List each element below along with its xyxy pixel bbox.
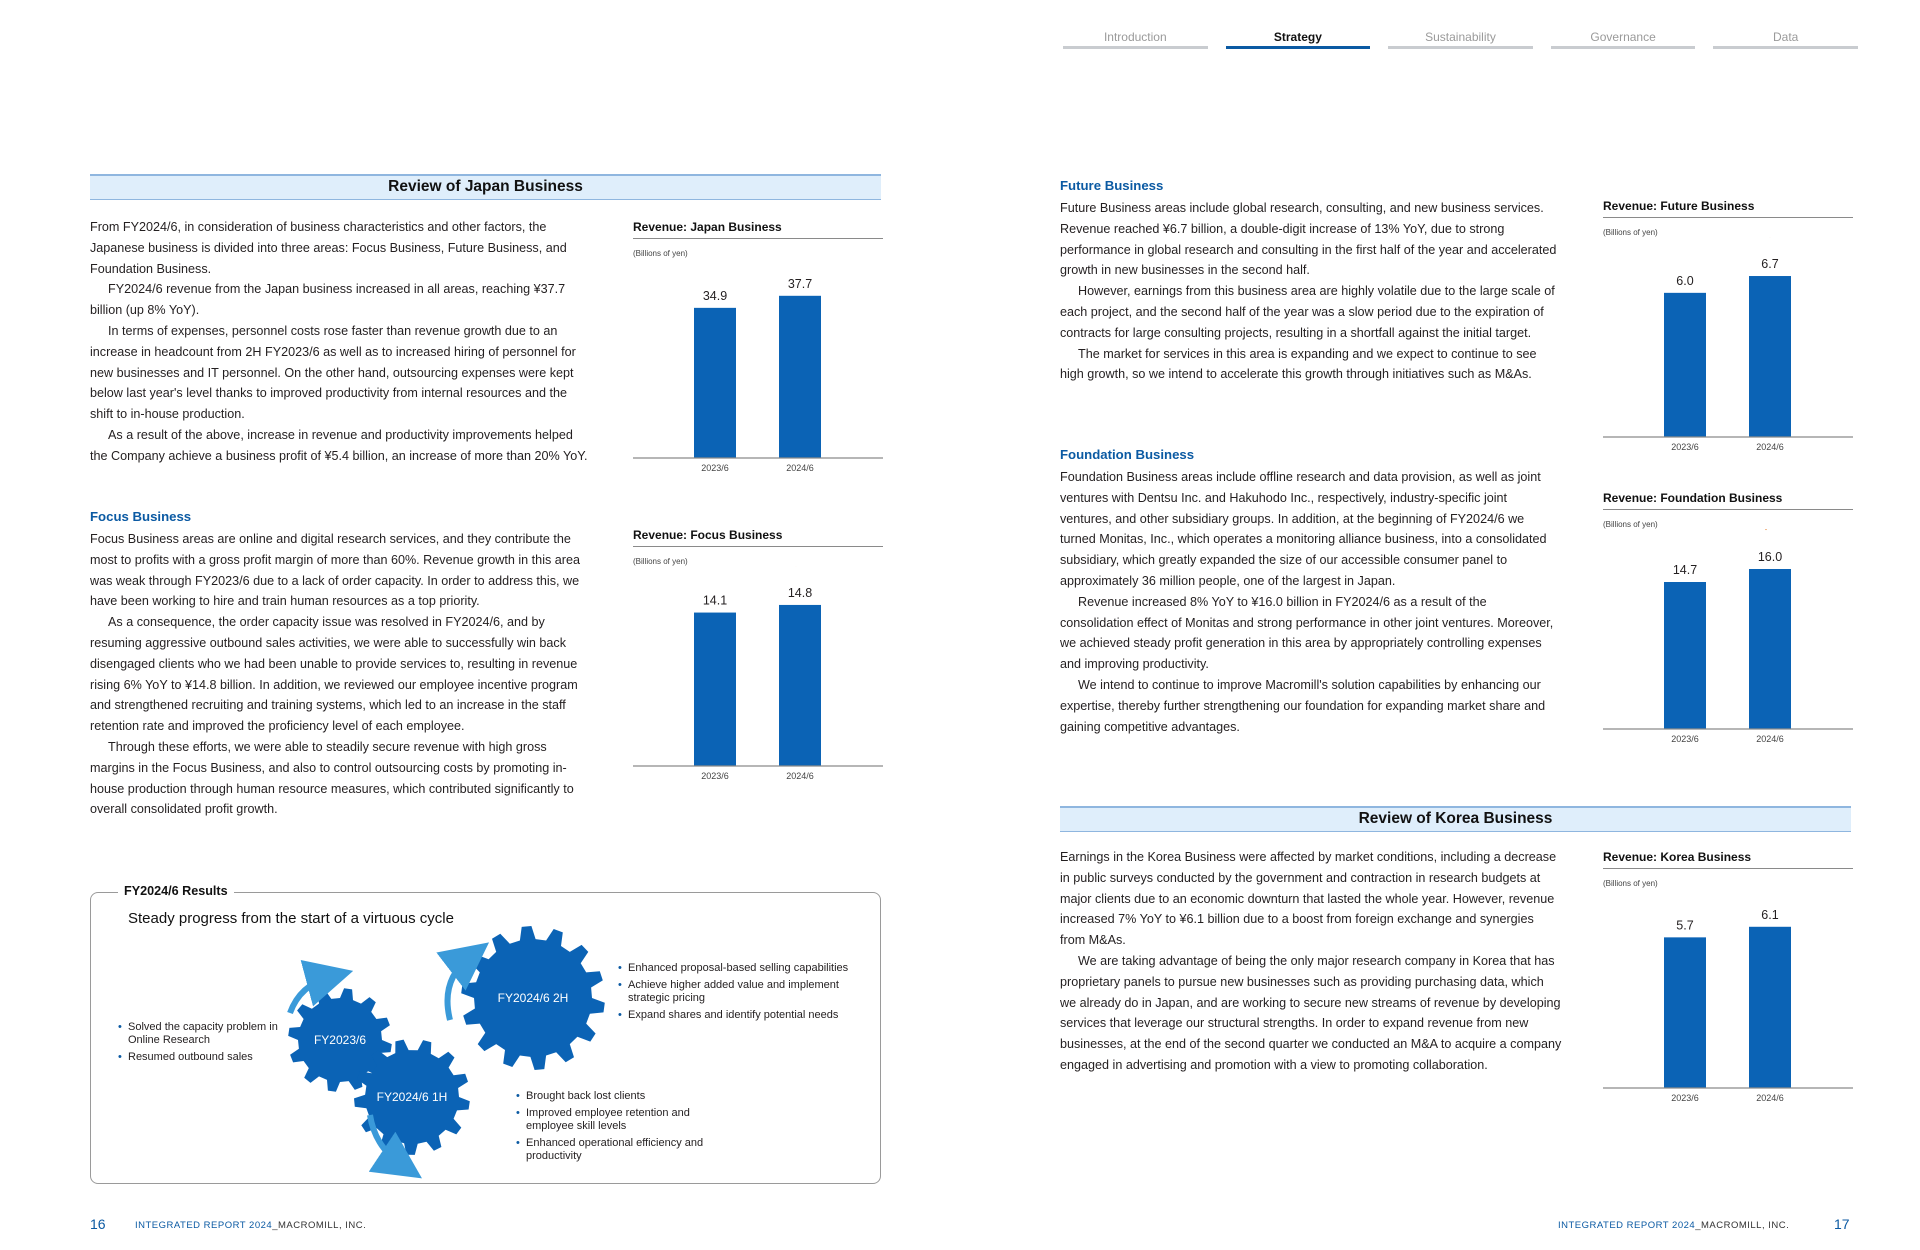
bar [1749,927,1791,1088]
page-number-left: 16 [90,1216,106,1232]
korea-paragraph: We are taking advantage of being the only major research company in Korea that has proprietary panels to pursue new businesses such as providing purchasing data, which we already do in Japan, and are working to secure new streams of revenue by developing services that leverage our structural strengths. In order to expand revenue from new businesses, at the end of the second quarter we conducted an M&A to acquire a company engaged in advertising and promotion with a view to promoting collaboration. [1060,953,1562,1072]
chart-unit: (Billions of yen) [1603,228,1658,237]
tick-label: 2023/6 [1671,442,1699,452]
future-body [1060,198,1562,385]
chart-title: Revenue: Focus Business [633,528,883,547]
focus-paragraph: Through these efforts, we were able to steadily secure revenue with high gross margins in the Focus Business, and also to control outsourcing costs by promoting in-house production through human resource measures, which contributed significantly to overall consolidated profit growth. [90,739,574,817]
bar [1749,276,1791,437]
chart-future [1603,199,1853,452]
chart-title: Revenue: Japan Business [633,220,883,239]
footer-right [1558,1220,1789,1231]
data-label: 5.7 [1676,918,1694,933]
company-name: _MACROMILL, INC. [272,1220,367,1231]
tab-data[interactable]: Data [1713,26,1858,49]
bullets-right [618,962,858,1026]
japan-body [90,217,592,467]
chart-plot [1603,529,1853,744]
korea-banner: Review of Korea Business [1060,806,1851,832]
tick-label: 2024/6 [786,771,814,781]
focus-paragraph: Focus Business areas are online and digital research services, and they contribute the most to profits with a gross profit margin of more than 60%. Revenue growth in this area was weak through FY2023/6 due to a lack of order capacity. In order to address this, we have been working to hire and train human resources as a top priority. [90,532,580,609]
foundation-heading: Foundation Business [1060,447,1195,462]
chart-title: Revenue: Foundation Business [1603,491,1853,510]
focus-heading: Focus Business [90,509,192,524]
bullet-item: • Brought back lost clients [516,1090,716,1103]
chart-japan [633,220,883,473]
report-title: INTEGRATED REPORT 2024 [1558,1220,1696,1231]
bar [1664,293,1706,437]
tick-label: 2024/6 [786,463,814,473]
gear-label-fy2024-1h: FY2024/6 1H [376,1090,448,1104]
tab-governance[interactable]: Governance [1551,26,1696,49]
foundation-paragraph: Revenue increased 8% YoY to ¥16.0 billion in FY2024/6 as a result of the consolidation effect of Monitas and strong performance in other joint ventures. Moreover, we achieved steady profit generation in this area by appropriately controlling expenses and improving productivity. [1060,594,1554,672]
data-label: 14.1 [702,593,728,608]
bullets-mid [516,1090,716,1167]
japan-paragraph: From FY2024/6, in consideration of business characteristics and other factors, the Japanese business is divided into three areas: Focus Business, Future Business, and Foundation Business. [90,220,567,276]
foundation-body [1060,467,1562,737]
chart-title: Revenue: Korea Business [1603,850,1853,869]
tick-label: 2023/6 [701,771,729,781]
data-label: 37.7 [787,276,813,291]
tick-label: 2024/6 [1756,442,1784,452]
tick-label: 2024/6 [1756,734,1784,744]
bar [694,613,736,766]
japan-paragraph: FY2024/6 revenue from the Japan business increased in all areas, reaching ¥37.7 billion (up 8% YoY). [90,282,566,318]
japan-paragraph: As a result of the above, increase in revenue and productivity improvements helped the Company achieve a business profit of ¥5.4 billion, an increase of more than 20% YoY. [90,427,588,463]
footer-left [135,1220,366,1231]
chart-title: Revenue: Future Business [1603,199,1853,218]
data-label: 6.1 [1761,907,1779,922]
chart-focus [633,528,883,781]
chart-foundation [1603,491,1853,744]
tick-label: 2024/6 [1756,1093,1784,1103]
foundation-paragraph: Foundation Business areas include offline research and data provision, as well as joint ventures with Dentsu Inc. and Hakuhodo Inc., respectively, industry-specific joint ventures, and other subsidiary groups. In addition, at the beginning of FY2024/6 we turned Monitas, Inc., which operates a monitoring alliance business, into a consolidated subsidiary, which greatly expanded the size of our accessible consumer panel to approximately 36 million people, one of the largest in Japan. [1060,470,1547,588]
bullets-left [118,1021,283,1068]
foundation-paragraph: We intend to continue to improve Macromill's solution capabilities by enhancing our expertise, thereby further strengthening our foundation for expanding market share and gaining competitive advantages. [1060,677,1546,734]
bar [1664,937,1706,1088]
data-label: 14.8 [787,585,813,600]
bar [779,296,821,458]
tab-strategy[interactable]: Strategy [1226,26,1371,49]
bar [694,308,736,458]
bullet-item: • Expand shares and identify potential needs [618,1009,858,1022]
data-label: 16.0 [1757,550,1783,564]
bullet-item: • Enhanced proposal-based selling capabilities [618,962,858,975]
data-label: 34.9 [702,288,728,303]
chart-plot [633,566,883,781]
gear-label-fy2023: FY2023/6 [313,1033,367,1047]
tick-label: 2023/6 [701,463,729,473]
chart-plot [633,258,883,473]
future-paragraph: However, earnings from this business area are highly volatile due to the large scale of each project, and the second half of the year was a slow period due to the expiration of contracts for large consulting projects, resulting in a shortfall against the initial target. [1060,284,1555,340]
focus-body [90,529,592,820]
tab-sustainability[interactable]: Sustainability [1388,26,1533,49]
bullet-item: • Enhanced operational efficiency and productivity [516,1137,716,1163]
chart-unit: (Billions of yen) [633,249,688,258]
bar [1664,582,1706,729]
chart-unit: (Billions of yen) [1603,879,1658,888]
japan-paragraph: In terms of expenses, personnel costs rose faster than revenue growth due to an increase in headcount from 2H FY2023/6 as well as to increased hiring of personnel for new businesses and IT personnel. On the other hand, outsourcing expenses were kept below last year's level thanks to improved productivity from internal resources and the shift to in-house production. [90,323,576,422]
chart-plot [1603,237,1853,452]
bar [1749,569,1791,729]
future-heading: Future Business [1060,178,1164,193]
japan-banner: Review of Japan Business [90,174,881,200]
future-paragraph: Future Business areas include global research, consulting, and new business services. Revenue reached ¥6.7 billion, a double-digit increase of 13% YoY, due to strong performance in global research and consulting in the first half of the year and accelerated growth in new businesses in the second half. [1060,201,1557,278]
korea-paragraph: Earnings in the Korea Business were affected by market conditions, including a decrease in public surveys conducted by the government and contraction in research budgets at major clients due to an economic downturn that lasted the whole year. However, revenue increased 7% YoY to ¥6.1 billion due to a boost from foreign exchange and synergies from M&As. [1060,850,1557,948]
report-title: INTEGRATED REPORT 2024 [135,1220,273,1231]
company-name: _MACROMILL, INC. [1695,1220,1790,1231]
tick-label: 2023/6 [1671,734,1699,744]
data-label: 6.7 [1761,257,1779,272]
focus-paragraph: As a consequence, the order capacity issue was resolved in FY2024/6, and by resuming aggressive outbound sales activities, we were able to successfully win back disengaged clients who we had been unable to provide services to, resulting in revenue rising 6% YoY to ¥14.8 billion. In addition, we reviewed our employee incentive program and strengthened recruiting and training systems, which led to an increase in the staff retention rate and improved the proficiency level of each employee. [90,615,578,734]
results-label: FY2024/6 Results [118,884,234,898]
bullet-item: • Achieve higher added value and implement strategic pricing [618,979,858,1005]
future-paragraph: The market for services in this area is expanding and we expect to continue to see high growth, so we intend to accelerate this growth through initiatives such as M&As. [1060,346,1537,382]
page-number-right: 17 [1834,1216,1850,1232]
bullet-item: • Improved employee retention and employee skill levels [516,1107,716,1133]
korea-body [1060,847,1562,1076]
tab-introduction[interactable]: Introduction [1063,26,1208,49]
tick-label: 2023/6 [1671,1093,1699,1103]
data-label: 14.7 [1672,563,1698,577]
top-nav [1063,26,1858,50]
gear-label-fy2024-2h: FY2024/6 2H [497,991,569,1005]
chart-plot [1603,888,1853,1103]
chart-korea [1603,850,1853,1103]
bullet-item: • Resumed outbound sales [118,1051,283,1064]
bar [779,605,821,766]
results-headline: Steady progress from the start of a virtuous cycle [128,910,454,927]
chart-unit: (Billions of yen) [633,557,688,566]
data-label: 6.0 [1676,273,1694,288]
chart-unit: (Billions of yen) [1603,520,1658,529]
bullet-item: • Solved the capacity problem in Online Research [118,1021,283,1047]
